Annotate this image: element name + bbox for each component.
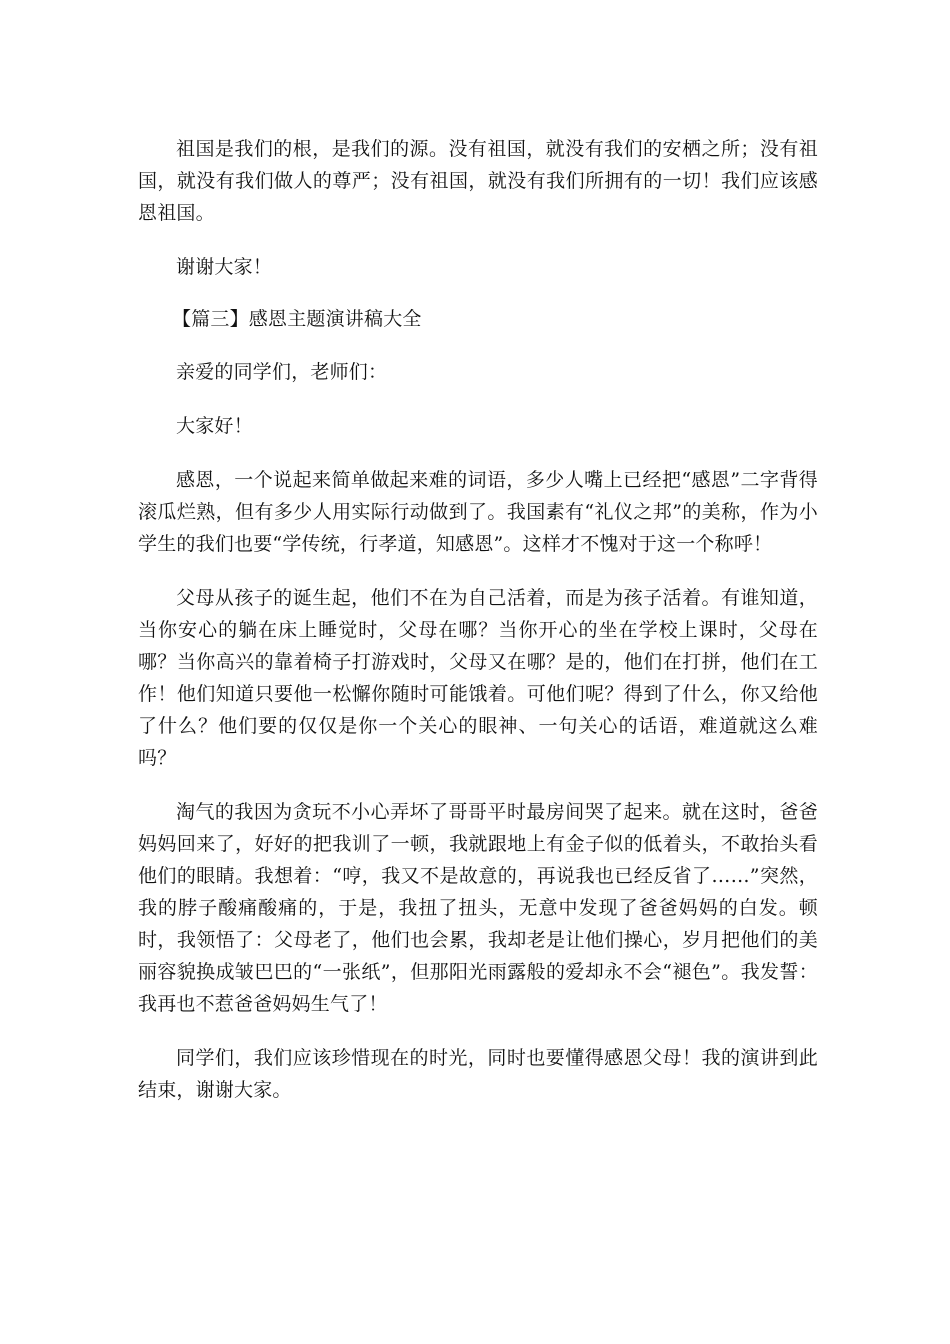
paragraph-motherland: 祖国是我们的根，是我们的源。没有祖国，就没有我们的安栖之所；没有祖国，就没有我们做人的尊严；没有祖国，就没有我们所拥有的一切！我们应该感恩祖国。 (138, 138, 818, 224)
paragraph-gratitude: 感恩，一个说起来简单做起来难的词语，多少人嘴上已经把“感恩”二字背得滚瓜烂熟，但有多少人用实际行动做到了。我国素有“礼仪之邦”的美称，作为小学生的我们也要“学传统，行孝道，知感恩”。这样才不愧对于这一个称呼！ (138, 469, 818, 555)
paragraph-greeting: 亲爱的同学们，老师们： (176, 361, 388, 383)
paragraph-thanks: 谢谢大家！ (176, 256, 273, 278)
section-heading: 【篇三】感恩主题演讲稿大全 (172, 308, 422, 330)
paragraph-closing: 同学们，我们应该珍惜现在的时光，同时也要懂得感恩父母！我的演讲到此结束，谢谢大家。 (138, 1047, 818, 1101)
paragraph-story: 淘气的我因为贪玩不小心弄坏了哥哥平时最房间哭了起来。就在这时，爸爸妈妈回来了，好好的把我训了一顿，我就跟地上有金子似的低着头，不敢抬头看他们的眼睛。我想着：“哼，我又不是故意的，再说我也已经反省了……”突然，我的脖子酸痛酸痛的，于是，我扭了扭头，无意中发现了爸爸妈妈的白发。顿时，我领悟了：父母老了，他们也会累，我却老是让他们操心，岁月把他们的美丽容貌换成皱巴巴的“一张纸”，但那阳光雨露般的爱却永不会“褪色”。我发誓：我再也不惹爸爸妈妈生气了！ (138, 801, 818, 1015)
paragraph-parents: 父母从孩子的诞生起，他们不在为自己活着，而是为孩子活着。有谁知道，当你安心的躺在床上睡觉时，父母在哪？当你开心的坐在学校上课时，父母在哪？当你高兴的靠着椅子打游戏时，父母又在哪？是的，他们在打拼，他们在工作！他们知道只要他一松懈你随时可能饿着。可他们呢？得到了什么，你又给他了什么？他们要的仅仅是你一个关心的眼神、一句关心的话语，难道就这么难吗？ (138, 587, 818, 769)
paragraph-hello: 大家好！ (176, 415, 253, 437)
text-column (138, 133, 818, 1106)
